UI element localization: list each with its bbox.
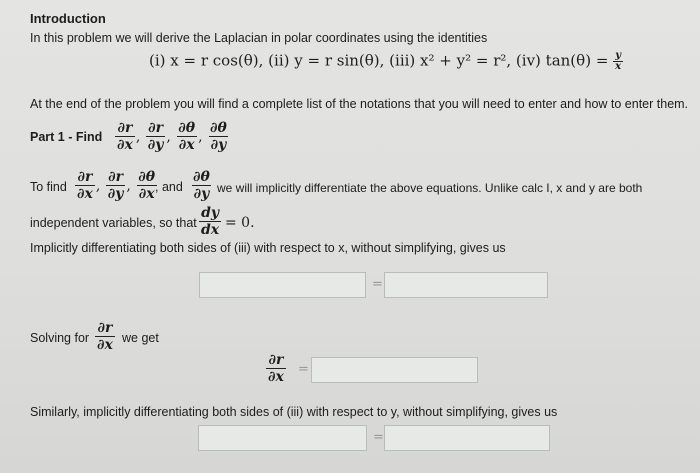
tofind-dtheta-dy-num: ∂θ — [193, 169, 210, 185]
dr-dx-fraction — [115, 120, 135, 153]
dy-dx-den: dx — [201, 222, 220, 238]
tofind-dr-dy — [106, 169, 126, 202]
result-equals-sign: = — [298, 362, 309, 377]
dr-dy-fraction — [146, 120, 166, 153]
dtheta-dx-fraction — [176, 120, 197, 153]
tofind-fractions: $\frac{\partial r}{\partial x}$ , $\frac{\partial r}{\partial y}$ , $\frac{\partial\theta}{\partial x}$ — [77, 169, 156, 202]
tofind-prefix: To find — [30, 180, 67, 194]
tofind-dr-dx-den: ∂x — [77, 186, 93, 202]
tan-numerator: y — [615, 50, 622, 61]
identities-text: (i) x = r cos(θ), (ii) y = r sin(θ), (iii) x² + y² = r², (iv) tan(θ) = — [149, 51, 609, 70]
dr-dx-num: ∂r — [117, 120, 133, 136]
result-dr-dx — [266, 352, 286, 385]
implicit-y-text: Similarly, implicitly differentiating both sides of (iii) with respect to y, without simplifying, gives us — [30, 405, 558, 419]
implicit-y-right-input[interactable] — [384, 425, 550, 451]
tan-fraction — [613, 51, 623, 72]
row1-equals-sign: = — [372, 277, 383, 292]
intro-line2: At the end of the problem you will find a complete list of the notations that you will need to enter and how to enter them. — [30, 97, 689, 111]
dr-dy-num: ∂r — [148, 120, 163, 136]
tofind-dtheta-dy — [191, 169, 212, 202]
independent-text: independent variables, so that — [30, 216, 197, 230]
tofind-dr-dx-num: ∂r — [77, 169, 93, 185]
dr-dx-den: ∂x — [117, 137, 133, 153]
tan-denominator: x — [615, 61, 622, 72]
identities — [149, 51, 623, 72]
implicit-x-right-input[interactable] — [384, 272, 548, 298]
result-dr-dx-den: ∂x — [268, 369, 284, 385]
implicit-y-left-input[interactable] — [198, 425, 367, 451]
intro-line1: In this problem we will derive the Laplacian in polar coordinates using the identities — [30, 31, 488, 45]
solving-suffix: we get — [122, 331, 159, 345]
row3-equals-sign: = — [373, 430, 384, 445]
part1-label: Part 1 - Find — [30, 130, 103, 144]
dtheta-dy-fraction — [208, 120, 229, 153]
solving-prefix: Solving for — [30, 331, 90, 345]
tofind-dr-dy-num: ∂r — [108, 169, 123, 185]
tofind-suffix: we will implicitly differentiate the above equations. Unlike calc I, x and y are both — [217, 181, 643, 195]
dy-dx-equals-zero: = 0. — [225, 215, 255, 231]
result-dr-dx-num: ∂r — [268, 352, 284, 368]
implicit-x-text: Implicitly differentiating both sides of (iii) with respect to x, without simplifying, gives us — [30, 241, 506, 255]
tofind-dtheta-dx — [136, 169, 157, 202]
dr-dy-den: ∂y — [147, 137, 164, 153]
tofind-dr-dy-den: ∂y — [107, 186, 124, 202]
dtheta-dy-den: ∂y — [210, 137, 227, 153]
dtheta-dx-den: ∂x — [178, 137, 195, 153]
solving-dr-dx-den: ∂x — [97, 337, 113, 353]
tofind-dtheta-dx-num: ∂θ — [138, 169, 156, 185]
tofind-and: , and — [155, 180, 183, 194]
dy-dx-fraction — [199, 205, 221, 238]
dr-dx-answer-input[interactable] — [311, 357, 478, 383]
tofind-dr-dx — [75, 169, 95, 202]
dtheta-dy-num: ∂θ — [210, 120, 227, 136]
tofind-dtheta-dx-den: ∂x — [138, 186, 155, 202]
tofind-dtheta-dy-den: ∂y — [193, 186, 210, 202]
implicit-x-left-input[interactable] — [199, 272, 366, 298]
solving-dr-dx-num: ∂r — [97, 320, 113, 336]
dy-dx-num: dy — [201, 205, 220, 221]
dtheta-dx-num: ∂θ — [178, 120, 196, 136]
part1-fractions: $\frac{\partial r}{\partial x}$ , $\frac{\partial r}{\partial y}$ , $\frac{\partial\theta}{\partial x}$ , $\frac{\partial\theta}{\partial y}$ — [117, 120, 227, 153]
solving-dr-dx — [95, 320, 115, 353]
intro-heading: Introduction — [30, 11, 106, 26]
